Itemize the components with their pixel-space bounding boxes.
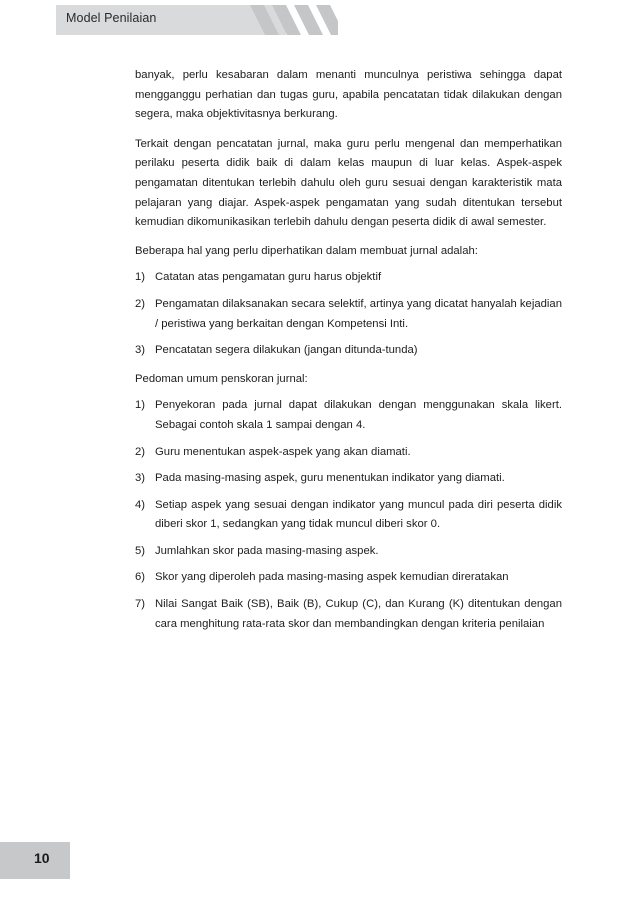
paragraph-list-intro: Beberapa hal yang perlu diperhatikan dalam membuat jurnal adalah: xyxy=(135,244,478,257)
list-text: Skor yang diperoleh pada masing-masing aspek kemudian direratakan xyxy=(155,571,509,584)
list-number: 6) xyxy=(135,571,146,584)
list-item xyxy=(135,443,562,463)
header-stripes-decoration xyxy=(228,5,338,35)
list-item xyxy=(135,469,562,489)
list-item xyxy=(135,595,562,634)
considerations-list xyxy=(135,268,562,360)
list-number: 4) xyxy=(135,498,146,511)
list-number: 2) xyxy=(135,445,146,458)
list-text: Pada masing-masing aspek, guru menentukan indikator yang diamati. xyxy=(155,472,505,485)
list-text: Setiap aspek yang sesuai dengan indikator yang muncul pada diri peserta didik diberi skor 1, sedangkan yang tidak muncul diberi skor 0. xyxy=(155,498,562,531)
list-number: 3) xyxy=(135,472,146,485)
list-item xyxy=(135,542,562,562)
list-item xyxy=(135,568,562,588)
running-title: Model Penilaian xyxy=(66,11,157,25)
list-item xyxy=(135,268,562,288)
list-number: 2) xyxy=(135,297,146,310)
list-number: 1) xyxy=(135,271,146,284)
list-text: Pengamatan dilaksanakan secara selektif, artinya yang dicatat hanyalah kejadian / peristiwa yang berkaitan dengan Kompetensi Inti. xyxy=(155,297,562,330)
list-text: Pencatatan segera dilakukan (jangan ditunda-tunda) xyxy=(155,344,418,357)
list-text: Guru menentukan aspek-aspek yang akan diamati. xyxy=(155,445,411,458)
list-text: Jumlahkan skor pada masing-masing aspek. xyxy=(155,544,379,557)
list-item xyxy=(135,341,562,361)
page-number: 10 xyxy=(34,850,50,866)
list-text: Catatan atas pengamatan guru harus objektif xyxy=(155,271,382,284)
list-number: 5) xyxy=(135,544,146,557)
paragraph-scoring-intro: Pedoman umum penskoran jurnal: xyxy=(135,372,308,385)
list-item xyxy=(135,496,562,535)
paragraph-jurnal: Terkait dengan pencatatan jurnal, maka guru perlu mengenal dan memperhatikan perilaku peserta didik baik di dalam kelas maupun di luar kelas. Aspek-aspek pengamatan ditentukan terlebih dahulu oleh guru sesuai dengan karakteristik mata pelajaran yang diajar. Aspek-aspek pengamatan yang sudah ditentukan tersebut kemudian dikomunikasikan terlebih dahulu dengan peserta didik di awal semester. xyxy=(135,137,562,229)
list-item xyxy=(135,295,562,334)
list-text: Penyekoran pada jurnal dapat dilakukan dengan menggunakan skala likert. Sebagai contoh skala 1 sampai dengan 4. xyxy=(155,399,562,431)
paragraph-continuation: banyak, perlu kesabaran dalam menanti munculnya peristiwa sehingga dapat mengganggu perhatian dan tugas guru, apabila pencatatan tidak dilakukan dengan segera, maka objektivitasnya berkurang. xyxy=(135,69,562,121)
list-text: Nilai Sangat Baik (SB), Baik (B), Cukup (C), dan Kurang (K) ditentukan dengan cara menghitung rata-rata skor dan membandingkan dengan kriteria penilaian xyxy=(155,598,562,630)
scoring-guidelines-list xyxy=(135,396,562,634)
page-header xyxy=(0,0,638,39)
page-body xyxy=(135,66,562,634)
list-number: 7) xyxy=(135,598,146,611)
list-number: 3) xyxy=(135,344,146,357)
list-number: 1) xyxy=(135,399,146,412)
list-item xyxy=(135,396,562,435)
